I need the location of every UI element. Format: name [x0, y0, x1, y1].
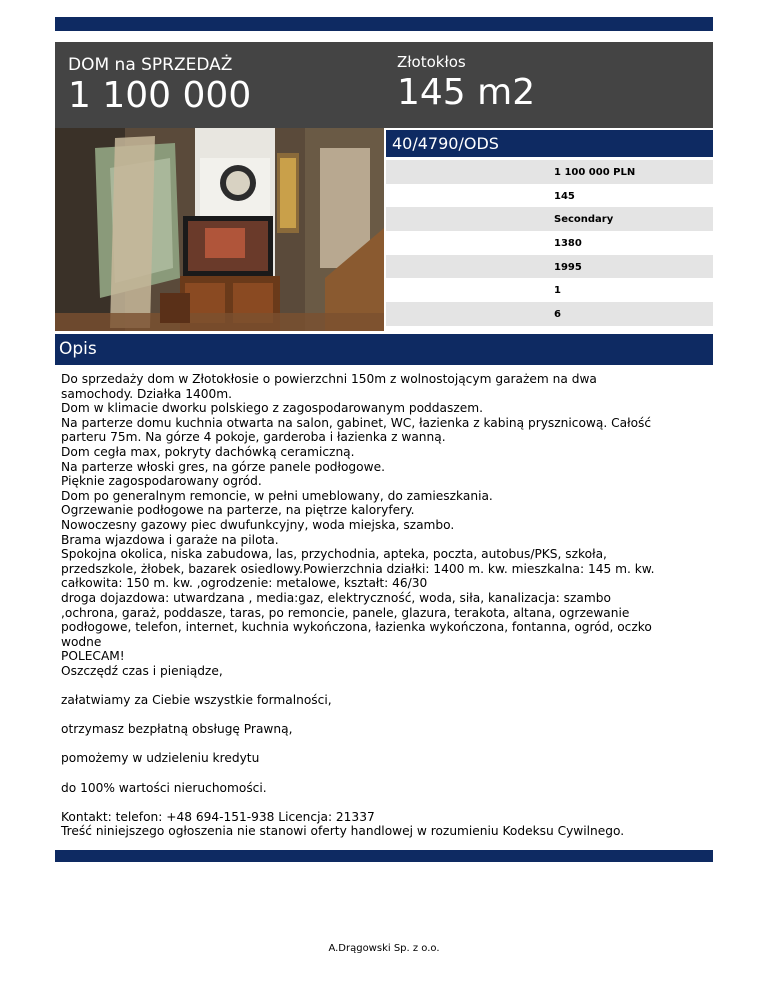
param-value: 1995 — [554, 261, 582, 273]
description-paragraph: pomożemy w udzieleniu kredytu — [61, 751, 260, 766]
listing-price: 1 100 000 — [68, 75, 252, 116]
description-paragraph: do 100% wartości nieruchomości. — [61, 780, 267, 795]
description-line: Pięknie zagospodarowany ogród. — [61, 474, 262, 489]
description-line: Dom cegła max, pokryty dachówką ceramiczną. — [61, 444, 355, 459]
description-line: Na parterze domu kuchnia otwarta na salon, gabinet, WC, łazienka z kabiną prysznicową. Całość — [61, 415, 652, 430]
listing-city: Złotokłos — [397, 53, 466, 71]
description-line: Nowoczesny gazowy piec dwufunkcyjny, woda miejska, szambo. — [61, 517, 455, 532]
description-line: Oszczędź czas i pieniądze, — [61, 663, 223, 678]
params-table — [386, 160, 713, 326]
description-line: Dom po generalnym remoncie, w pełni umeblowany, do zamieszkania. — [61, 488, 493, 503]
param-row — [386, 231, 713, 255]
contact-line: Kontakt: telefon: +48 694-151-938 Licencja: 21337 — [61, 809, 375, 824]
listing-area: 145 m2 — [397, 72, 536, 113]
param-value: Secondary — [554, 214, 614, 226]
param-row — [386, 302, 713, 326]
top-divider-bar — [55, 17, 713, 31]
param-row — [386, 207, 713, 231]
description-line: Dom w klimacie dworku polskiego z zagospodarowanym poddaszem. — [61, 401, 483, 416]
description-line: droga dojazdowa: utwardzana , media:gaz, elektryczność, woda, siła, kanalizacja: szambo — [61, 590, 611, 605]
description-paragraph: załatwiamy za Ciebie wszystkie formalności, — [61, 693, 332, 708]
description-line: ,ochrona, garaż, poddasze, taras, po remoncie, panele, glazura, terakota, altana, ogrzewanie — [61, 605, 630, 620]
description-paragraph: otrzymasz bezpłatną obsługę Prawną, — [61, 722, 293, 737]
description-title: Opis — [59, 339, 97, 359]
description-line: całkowita: 150 m. kw. ,ogrodzenie: metalowe, kształt: 46/30 — [61, 576, 428, 591]
listing-header — [55, 42, 713, 128]
disclaimer-line: Treść niniejszego ogłoszenia nie stanowi oferty handlowej w rozumieniu Kodeksu Cywilnego. — [61, 824, 625, 839]
param-value: 1 100 000 PLN — [554, 167, 636, 178]
description-line: Brama wjazdowa i garaże na pilota. — [61, 532, 279, 547]
description-line: parteru 75m. Na górze 4 pokoje, garderoba i łazienka z wanną. — [61, 430, 446, 445]
param-value: 1 — [554, 285, 561, 297]
offer-id: 40/4790/ODS — [392, 134, 499, 153]
offer-id-bar — [386, 130, 713, 157]
description-line: POLECAM! — [61, 649, 125, 664]
description-line: Na parterze włoski gres, na górze panele podłogowe. — [61, 459, 385, 474]
param-row — [386, 255, 713, 279]
param-row — [386, 184, 713, 208]
param-row — [386, 278, 713, 302]
description-line: przedszkole, żłobek, bazarek osiedlowy.Powierzchnia działki: 1400 m. kw. mieszkalna: 145 m. kw. — [61, 561, 655, 576]
bottom-divider-bar — [55, 850, 713, 862]
description-line: Spokojna okolica, niska zabudowa, las, przychodnia, apteka, poczta, autobus/PKS, szkoła, — [61, 547, 607, 562]
param-value: 6 — [554, 309, 561, 321]
description-body — [61, 372, 707, 839]
property-photo — [55, 128, 384, 331]
description-line: samochody. Działka 1400m. — [61, 386, 233, 401]
param-value: 145 — [554, 190, 575, 202]
listing-type: DOM na SPRZEDAŻ — [68, 55, 233, 75]
description-line: wodne — [61, 634, 102, 649]
footer-company: A.Drągowski Sp. z o.o. — [328, 943, 440, 954]
param-value: 1380 — [554, 238, 582, 250]
description-line: Do sprzedaży dom w Złotokłosie o powierzchni 150m z wolnostojącym garażem na dwa — [61, 372, 597, 386]
description-line: podłogowe, telefon, internet, kuchnia wykończona, łazienka wykończona, fontanna, ogród, oczko — [61, 620, 652, 635]
description-line: Ogrzewanie podłogowe na parterze, na piętrze kaloryfery. — [61, 503, 415, 518]
description-header — [55, 334, 713, 365]
param-row — [386, 160, 713, 184]
